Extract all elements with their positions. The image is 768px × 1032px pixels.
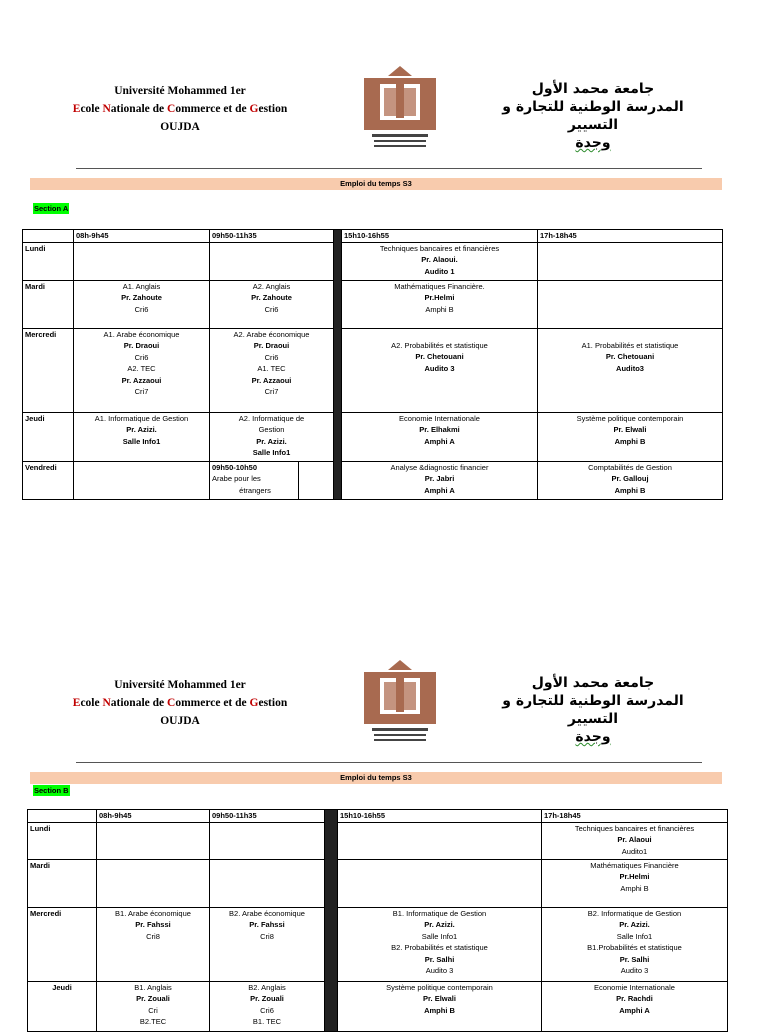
- slot-cell: A2. Arabe économique Pr. Draoui Cri6 A1. TEC Pr. Azzaoui Cri7: [210, 328, 334, 412]
- section-tag: Section B: [34, 786, 69, 795]
- slot-cell: [210, 859, 325, 907]
- slot-cell: [338, 822, 542, 859]
- slot-cell: A1. Probabilités et statistique Pr. Chetouani Audito3: [538, 328, 723, 412]
- slot-cell: B1. Anglais Pr. Zouali Cri B2.TEC: [97, 981, 210, 1031]
- slot-cell: [538, 280, 723, 328]
- slot-cell: B2. Anglais Pr. Zouali Cri6 B1. TEC: [210, 981, 325, 1031]
- row-mercredi: [28, 907, 728, 981]
- slot-cell: [97, 822, 210, 859]
- school-name-fr: Ecole Nationale de Commerce et de Gestion: [72, 103, 288, 115]
- day-label: Mercredi: [23, 328, 74, 412]
- university-name-fr: Université Mohammed 1er: [114, 85, 246, 97]
- slot-cell: [210, 822, 325, 859]
- school-name-ar: المدرسة الوطنية للتجارة و التسيير: [502, 99, 684, 133]
- slot-cell: Techniques bancaires et financières Pr. Alaoui Audito1: [542, 822, 728, 859]
- header-french-b: [60, 676, 300, 730]
- slot-cell: A2. Anglais Pr. Zahoute Cri6: [210, 280, 334, 328]
- slot-cell: Mathématiques Financière. Pr.Helmi Amphi B: [342, 280, 538, 328]
- slot-cell: Comptabilités de Gestion Pr. Gallouj Amphi B: [538, 461, 723, 499]
- day-label: Mercredi: [28, 907, 97, 981]
- slot-cell: Système politique contemporain Pr. Elwali Amphi B: [338, 981, 542, 1031]
- timetable-section-b: [27, 809, 728, 1032]
- day-label: Jeudi: [23, 412, 74, 461]
- school-logo: [350, 658, 450, 748]
- timetable-section-a: [22, 229, 723, 500]
- slot-cell: B1. Informatique de Gestion Pr. Azizi. Salle Info1 B2. Probabilités et statistique Pr. Salhi Audito 3: [338, 907, 542, 981]
- lunch-gap: [325, 810, 338, 1032]
- row-mardi: [28, 859, 728, 907]
- slot-cell: B2. Informatique de Gestion Pr. Azizi. Salle Info1 B1.Probabilités et statistique Pr. Salhi Audito 3: [542, 907, 728, 981]
- university-name-ar: جامعة محمد الأول: [531, 81, 655, 97]
- slot-cell: Economie Internationale Pr. Elhakmi Amphi A: [342, 412, 538, 461]
- row-mercredi: [23, 328, 723, 412]
- slot-cell: Techniques bancaires et financières Pr. Alaoui. Audito 1: [342, 242, 538, 280]
- col-header: 17h-18h45: [542, 810, 728, 823]
- university-name-fr: Université Mohammed 1er: [114, 679, 246, 691]
- header-row: [28, 810, 728, 823]
- timetable-title: Emploi du temps S3: [30, 178, 722, 190]
- col-header: 15h10-16h55: [342, 230, 538, 243]
- col-header: 08h-9h45: [97, 810, 210, 823]
- slot-cell: Economie Internationale Pr. Rachdi Amphi A: [542, 981, 728, 1031]
- city-fr: OUJDA: [160, 121, 200, 133]
- corner-cell: [23, 230, 74, 243]
- slot-cell: B1. Arabe économique Pr. Fahssi Cri8: [97, 907, 210, 981]
- slot-cell: [97, 859, 210, 907]
- school-name-fr: Ecole Nationale de Commerce et de Gestion: [72, 697, 288, 709]
- city-fr: OUJDA: [160, 715, 200, 727]
- school-logo: [350, 64, 450, 154]
- slot-cell: A2. Informatique de Gestion Pr. Azizi. Salle Info1: [210, 412, 334, 461]
- day-label: Lundi: [28, 822, 97, 859]
- row-lundi: [23, 242, 723, 280]
- slot-cell: 09h50-10h50 Arabe pour les étrangers: [210, 461, 334, 499]
- row-jeudi: [23, 412, 723, 461]
- slot-cell: A1. Anglais Pr. Zahoute Cri6: [74, 280, 210, 328]
- day-label: Lundi: [23, 242, 74, 280]
- slot-cell: [338, 859, 542, 907]
- header-french-a: [60, 82, 300, 136]
- header-row: [23, 230, 723, 243]
- col-header: 17h-18h45: [538, 230, 723, 243]
- slot-cell: B2. Arabe économique Pr. Fahssi Cri8: [210, 907, 325, 981]
- university-name-ar: جامعة محمد الأول: [531, 675, 655, 691]
- header-divider: [76, 762, 702, 763]
- slot-cell: A1. Informatique de Gestion Pr. Azizi. Salle Info1: [74, 412, 210, 461]
- slot-cell: [210, 242, 334, 280]
- slot-cell: A1. Arabe économique Pr. Draoui Cri6 A2. TEC Pr. Azzaoui Cri7: [74, 328, 210, 412]
- day-label: Jeudi: [28, 981, 97, 1031]
- col-header: 15h10-16h55: [338, 810, 542, 823]
- section-tag: Section A: [34, 204, 69, 213]
- col-header: 09h50-11h35: [210, 230, 334, 243]
- day-label: Mardi: [23, 280, 74, 328]
- row-vendredi: [23, 461, 723, 499]
- slot-cell: Système politique contemporain Pr. Elwali Amphi B: [538, 412, 723, 461]
- header-divider: [76, 168, 702, 169]
- slot-cell: [74, 461, 210, 499]
- slot-cell: Analyse &diagnostic financier Pr. Jabri Amphi A: [342, 461, 538, 499]
- slot-cell: [74, 242, 210, 280]
- row-lundi: [28, 822, 728, 859]
- lunch-gap: [334, 230, 342, 500]
- city-ar: وجدة: [575, 729, 611, 745]
- row-mardi: [23, 280, 723, 328]
- corner-cell: [28, 810, 97, 823]
- col-header: 08h-9h45: [74, 230, 210, 243]
- timetable-title: Emploi du temps S3: [30, 772, 722, 784]
- slot-cell: [538, 242, 723, 280]
- header-arabic-b: [488, 674, 698, 746]
- city-ar: وجدة: [575, 135, 611, 151]
- slot-cell: A2. Probabilités et statistique Pr. Chetouani Audito 3: [342, 328, 538, 412]
- day-label: Mardi: [28, 859, 97, 907]
- header-arabic-a: [488, 80, 698, 152]
- school-name-ar: المدرسة الوطنية للتجارة و التسيير: [502, 693, 684, 727]
- col-header: 09h50-11h35: [210, 810, 325, 823]
- day-label: Vendredi: [23, 461, 74, 499]
- slot-cell: Mathématiques Financière Pr.Helmi Amphi B: [542, 859, 728, 907]
